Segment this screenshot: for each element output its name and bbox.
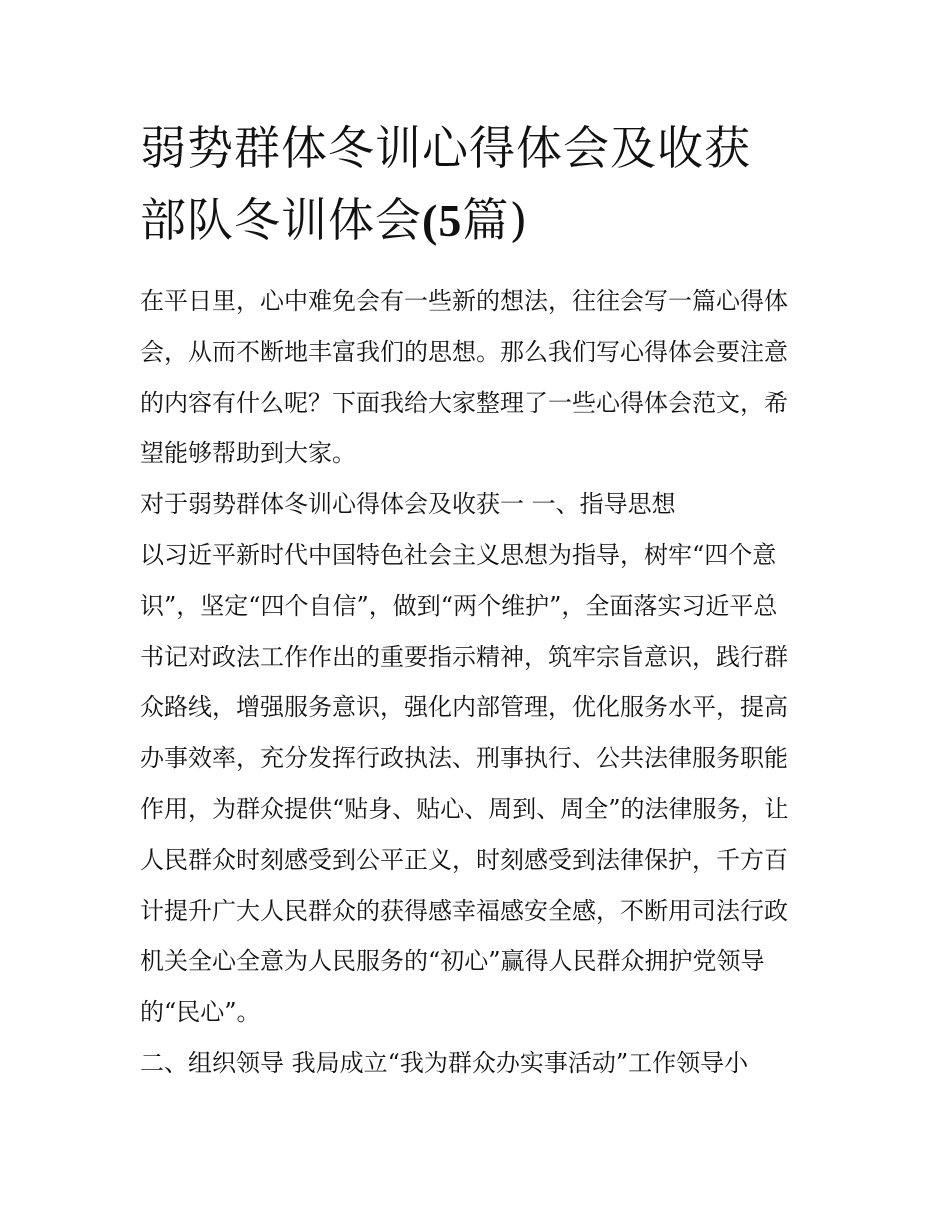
document-body xyxy=(140,276,820,1089)
title-line-2 xyxy=(140,184,820,257)
section-heading-1: 对于弱势群体冬训心得体会及收获一 一、指导思想 xyxy=(140,490,676,519)
title-suffix: 篇) xyxy=(462,193,529,247)
body-line-4: 望能够帮助到大家。 xyxy=(140,439,356,468)
body-line-9: 众路线，增强服务意识，强化内部管理，优化服务水平，提高 xyxy=(140,693,788,722)
title-line-2-text: 部队冬训体会 xyxy=(140,193,422,247)
title-line-1: 弱势群体冬训心得体会及收获 xyxy=(140,121,751,175)
body-line-2: 会，从而不断地丰富我们的思想。那么我们写心得体会要注意 xyxy=(140,337,788,366)
body-line-8: 书记对政法工作作出的重要指示精神，筑牢宗旨意识，践行群 xyxy=(140,642,788,671)
body-line-12: 人民群众时刻感受到公平正义，时刻感受到法律保护，千方百 xyxy=(140,845,788,874)
document-title xyxy=(140,112,820,257)
body-line-10: 办事效率，充分发挥行政执法、刑事执行、公共法律服务职能 xyxy=(140,744,788,773)
body-line-3: 的内容有什么呢？下面我给大家整理了一些心得体会范文，希 xyxy=(140,388,788,417)
section-heading-2: 二、组织领导 我局成立“我为群众办实事活动”工作领导小 xyxy=(140,1048,749,1077)
body-line-15: 的“民心”。 xyxy=(140,998,261,1027)
body-line-13: 计提升广大人民群众的获得感幸福感安全感，不断用司法行政 xyxy=(140,896,788,925)
body-line-11: 作用，为群众提供“贴身、贴心、周到、周全”的法律服务，让 xyxy=(140,794,789,823)
body-line-6: 以习近平新时代中国特色社会主义思想为指导，树牢“四个意 xyxy=(140,540,777,569)
body-line-14: 机关全心全意为人民服务的“初心”赢得人民群众拥护党领导 xyxy=(140,947,765,976)
body-line-1: 在平日里，心中难免会有一些新的想法，往往会写一篇心得体 xyxy=(140,287,788,315)
title-count: (5 xyxy=(422,195,463,246)
body-line-7: 识”，坚定“四个自信”，做到“两个维护”，全面落实习近平总 xyxy=(140,591,778,620)
